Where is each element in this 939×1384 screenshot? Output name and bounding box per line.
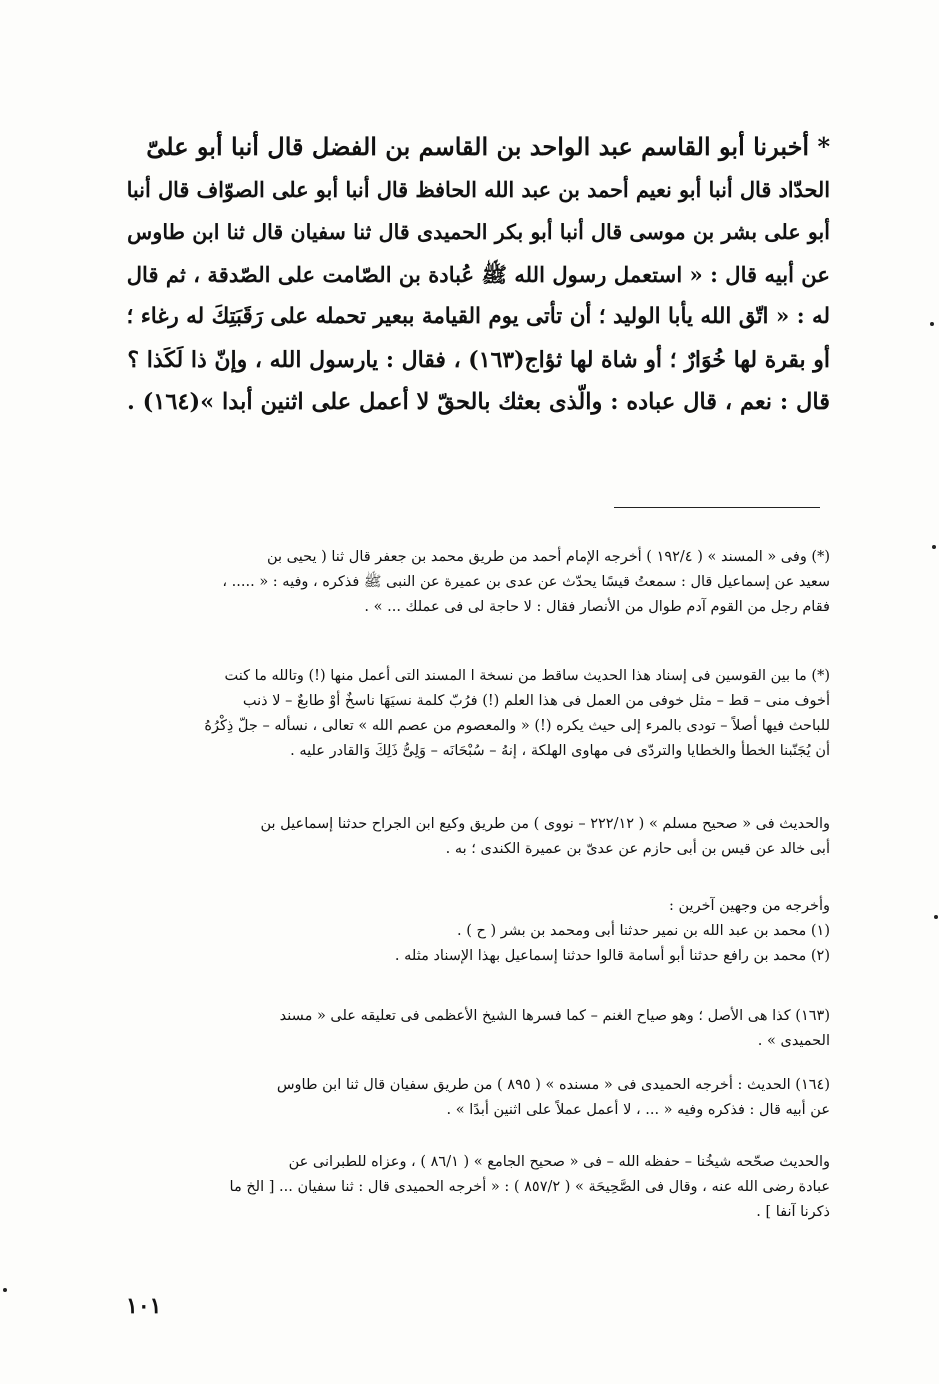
- footnote-164: [120, 1073, 830, 1123]
- footnote-musnad: [120, 545, 830, 620]
- footnote-authentication: [120, 1150, 830, 1225]
- footnote-line: عن أبيه قال : فذكره وفيه « ... ، لا أعمل عملاً على اثنين أبدًا » .: [446, 1102, 830, 1118]
- hadith-main-text: [112, 126, 830, 424]
- footnote-line: (٢) محمد بن رافع حدثنا أبو أسامة قالوا حدثنا إسماعيل بهذا الإسناد مثله .: [394, 948, 830, 964]
- footnote-line: أخوف منى – قط – مثل خوفى من العمل فى هذا العلم (!) فرُبّ كلمة نسيَهَا ناسخٌ أوْ طابعٌ – لا ذنب: [242, 693, 830, 709]
- scan-mark: [934, 915, 938, 919]
- footnote-line: (*) ما بين القوسين فى إسناد هذا الحديث ساقط من نسخة ا المسند التى أعمل منها (!) وتالله ما كنت: [224, 668, 830, 684]
- footnote-line: عبادة رضى الله عنه ، وقال فى الصَّحِيحَة » ( ٨٥٧/٢ ) : « أخرجه الحميدى قال : ثنا سفيان ... [ الخ ما: [229, 1179, 830, 1195]
- text-line: أو بقرة لها خُوَارٌ ؛ أو شاة لها ثؤاج(١٦٣) ، فقال : يارسول الله ، وإنّ ذا لَكَذا ؟: [127, 346, 830, 373]
- scan-mark: [932, 545, 936, 549]
- footnote-line: للباحث فيها أصلاً – تودى بالمرء إلى حيث يكره (!) « والمعصوم من عصم الله » تعالى ، نسأله – جلّ ذِكْرُهُ: [204, 718, 830, 734]
- footnote-line: (١٦٣) كذا هى الأصل ؛ وهو صياح الغنم – كما فسرها الشيخ الأعظمى فى تعليقه على « مسند: [279, 1008, 830, 1024]
- footnote-line: (١٦٤) الحديث : أخرجه الحميدى فى « مسنده » ( ٨٩٥ ) من طريق سفيان قال ثنا ابن طاوس: [276, 1077, 830, 1093]
- footnote-line: أن يُجَنّبنا الخطأ والخطايا والتردّى فى مهاوى الهلكة ، إنهُ – سُبْحَانَه – وَلِىُّ ذَلِكَ وَالقادر عليه .: [290, 743, 830, 759]
- text-line: له : « اتّق الله يأبا الوليد ؛ أن تأتى يوم القيامة ببعير تحمله على رَقَبَتِكَ له رغاء ؛: [126, 304, 830, 329]
- footnote-line: فقام رجل من القوم آدم طوال من الأنصار فقال : لا حاجة لى فى عملك ... » .: [364, 599, 830, 615]
- footnote-line: (١) محمد بن عبد الله بن نمير حدثنا أبى ومحمد بن بشر ( ح ) .: [457, 923, 830, 939]
- footnote-line: والحديث فى « صحيح مسلم » ( ٢٢٢/١٢ – نووى ) من طريق وكيع ابن الجراح حدثنا إسماعيل بن: [260, 816, 830, 832]
- footnote-line: وأخرجه من وجهين آخرين :: [669, 898, 830, 914]
- footnote-line: ذكرنا آنفا ] .: [756, 1204, 830, 1220]
- footnote-note: [120, 664, 830, 764]
- footnote-line: أبى خالد عن قيس بن أبى حازم عن عدىّ بن عميرة الكندى ؛ به .: [445, 841, 830, 857]
- footnote-163: [120, 1004, 830, 1054]
- scan-mark: [3, 1288, 7, 1292]
- scan-mark: [930, 322, 934, 326]
- footnote-separator: [614, 507, 820, 508]
- text-line: عن أبيه قال : « استعمل رسول الله ﷺ عُبادة بن الصّامت على الصّدقة ، ثم قال: [126, 261, 830, 287]
- text-line: * أخبرنا أبو القاسم عبد الواحد بن القاسم بن الفضل قال أنبا أبو علىّ: [146, 132, 830, 161]
- footnote-other-routes: [120, 894, 830, 969]
- footnote-muslim: [120, 812, 830, 862]
- footnote-line: الحميدى » .: [757, 1033, 830, 1049]
- text-line: الحدّاد قال أنبا أبو نعيم أحمد بن عبد الله الحافظ قال أنبا أبو على الصوّاف قال أنبا: [126, 176, 830, 202]
- footnote-line: (*) وفى « المسند » ( ١٩٢/٤ ) أخرجه الإمام أحمد من طريق محمد بن جعفر قال ثنا ( يحيى بن: [266, 549, 830, 565]
- text-line: قال : نعم ، قال عباده : والّذى بعثك بالحقّ لا أعمل على اثنين أبدا »(١٦٤) .: [126, 389, 830, 415]
- footnote-line: سعيد عن إسماعيل قال : سمعتُ قيسًا يحدّث عن عدى بن عميرة عن النبى ﷺ فذكره ، وفيه : « ..... ،: [222, 574, 830, 590]
- page-number: ١٠١: [126, 1293, 162, 1319]
- text-line: أبو على بشر بن موسى قال أنبا أبو بكر الحميدى قال ثنا سفيان قال ثنا ابن طاوس: [127, 220, 830, 244]
- footnote-line: والحديث صحّحه شيخُنا – حفظه الله – فى « صحيح الجامع » ( ٨٦/١ ) ، وعزاه للطبرانى عن: [288, 1154, 830, 1170]
